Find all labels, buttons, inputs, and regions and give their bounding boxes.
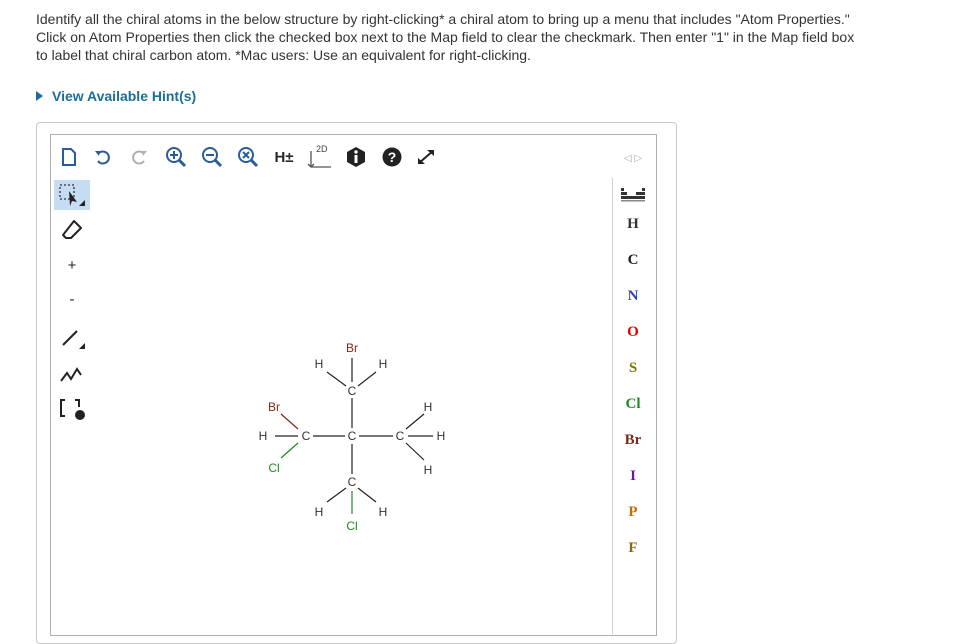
element-o-button[interactable]: O	[627, 324, 639, 340]
redo-icon	[130, 149, 148, 165]
instruction-line-1: Identify all the chiral atoms in the below structure by right-clicking* a chiral atom to bring up a menu that includes "Atom Properties."	[36, 11, 850, 27]
chain-tool-button[interactable]	[54, 360, 90, 388]
atom-cl-left[interactable]: Cl	[268, 461, 280, 475]
atom-cl-bottom[interactable]: Cl	[346, 519, 358, 533]
svg-text:?: ?	[387, 149, 397, 165]
template-tool-button[interactable]	[54, 394, 90, 422]
atom-h-left[interactable]: H	[258, 429, 268, 443]
atom-c-bottom[interactable]: C	[347, 475, 357, 489]
atom-c-right[interactable]: C	[395, 429, 405, 443]
clean-2d-button[interactable]	[306, 142, 334, 170]
redo-button[interactable]	[128, 146, 150, 168]
expand-arrows-icon	[416, 148, 436, 166]
brackets-icon	[57, 395, 87, 421]
charge-minus-button[interactable]: -	[69, 290, 75, 308]
undo-button[interactable]	[92, 146, 114, 168]
clean-2d-label: 2D	[316, 144, 328, 154]
element-h-button[interactable]: H	[627, 216, 639, 232]
atom-h-bottom-right[interactable]: H	[378, 505, 388, 519]
expand-triangle-icon	[36, 91, 43, 101]
single-bond-tool-button[interactable]	[54, 324, 90, 352]
palette-nav-arrows[interactable]: ◁ ▷	[623, 152, 643, 164]
erase-tool-button[interactable]	[54, 216, 90, 244]
element-br-button[interactable]: Br	[624, 432, 642, 448]
fullscreen-button[interactable]	[414, 145, 438, 169]
document-icon	[61, 148, 77, 166]
atom-h-top-right[interactable]: H	[378, 357, 388, 371]
periodic-table-button[interactable]	[618, 184, 648, 204]
atom-c-left[interactable]: C	[301, 429, 311, 443]
element-cl-button[interactable]: Cl	[625, 396, 641, 412]
help-button[interactable]	[380, 145, 404, 169]
element-c-button[interactable]: C	[627, 252, 639, 268]
periodic-table-icon	[620, 186, 646, 202]
zoom-in-button[interactable]	[164, 145, 188, 169]
view-hints-label: View Available Hint(s)	[52, 88, 197, 104]
about-button[interactable]	[344, 145, 368, 169]
element-n-button[interactable]: N	[627, 288, 639, 304]
atom-br-left[interactable]: Br	[268, 400, 280, 414]
undo-icon	[94, 149, 112, 165]
drawing-canvas[interactable]	[93, 178, 611, 634]
charge-plus-button[interactable]: +	[67, 256, 77, 274]
zoom-out-icon	[201, 146, 223, 168]
eraser-icon	[61, 219, 83, 241]
zoom-out-button[interactable]	[200, 145, 224, 169]
molecule-structure	[93, 178, 611, 634]
atom-c-top[interactable]: C	[347, 384, 357, 398]
help-icon	[382, 147, 402, 167]
atom-h-right-top[interactable]: H	[423, 400, 433, 414]
atom-c-center[interactable]: C	[347, 429, 357, 443]
atom-h-right-bottom[interactable]: H	[423, 463, 433, 477]
instruction-line-3: to label that chiral carbon atom. *Mac users: Use an equivalent for right-clicking.	[36, 47, 531, 63]
select-tool-button[interactable]	[54, 180, 90, 210]
element-s-button[interactable]: S	[628, 360, 638, 376]
atom-h-right[interactable]: H	[436, 429, 446, 443]
element-p-button[interactable]: P	[628, 504, 638, 520]
instruction-line-2: Click on Atom Properties then click the checked box next to the Map field to clear the checkmark. Then enter "1" in the Map field box	[36, 29, 855, 45]
single-bond-icon	[57, 325, 87, 351]
selection-icon	[57, 182, 87, 208]
info-hexagon-icon	[346, 146, 366, 168]
chain-icon	[57, 361, 87, 387]
new-document-button[interactable]	[58, 146, 80, 168]
atom-h-bottom-left[interactable]: H	[314, 505, 324, 519]
zoom-reset-icon	[237, 146, 259, 168]
zoom-in-icon	[165, 146, 187, 168]
instructions	[36, 10, 961, 64]
element-f-button[interactable]: F	[628, 540, 638, 556]
element-i-button[interactable]: I	[630, 468, 636, 484]
zoom-reset-button[interactable]	[236, 145, 260, 169]
atom-h-top-left[interactable]: H	[314, 357, 324, 371]
atom-br-top[interactable]: Br	[346, 341, 358, 355]
view-hints-link[interactable]	[36, 88, 196, 104]
toggle-hydrogens-button[interactable]: H±	[274, 148, 294, 166]
